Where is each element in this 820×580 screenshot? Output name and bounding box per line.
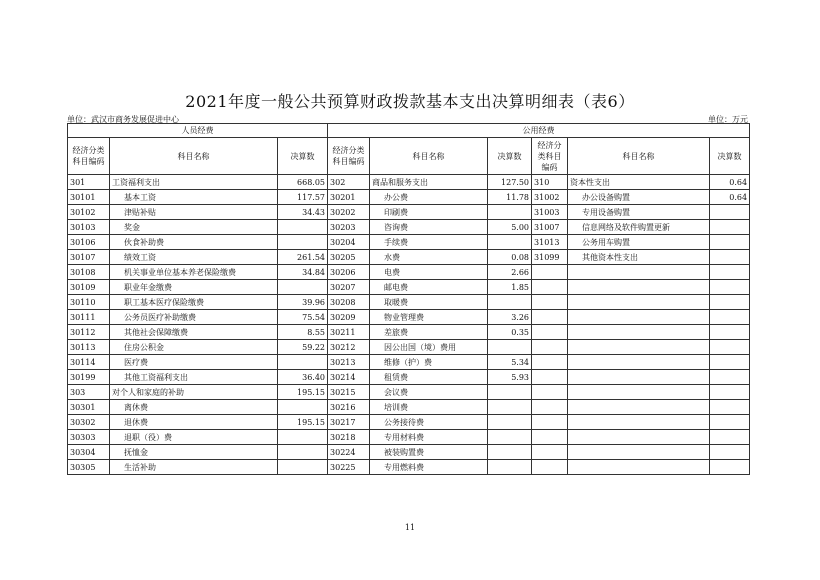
account-name-cell: 退职（役）费 <box>110 430 278 445</box>
header-code: 经济分类科目编码 <box>328 138 370 175</box>
account-code-cell: 31007 <box>532 220 568 235</box>
account-name-cell: 手续费 <box>370 235 488 250</box>
account-name-cell: 公务员医疗补助缴费 <box>110 310 278 325</box>
account-name-cell: 其他资本性支出 <box>568 250 710 265</box>
account-code-cell <box>532 295 568 310</box>
account-name-cell: 专用燃料费 <box>370 460 488 475</box>
table-row <box>68 355 750 370</box>
account-code-cell: 30110 <box>68 295 110 310</box>
amount-cell: 39.96 <box>278 295 328 310</box>
table-body <box>68 124 750 475</box>
account-name-cell: 物业管理费 <box>370 310 488 325</box>
budget-detail-table <box>67 123 750 475</box>
account-name-cell: 机关事业单位基本养老保险缴费 <box>110 265 278 280</box>
account-code-cell: 30303 <box>68 430 110 445</box>
account-code-cell: 31099 <box>532 250 568 265</box>
amount-cell: 0.08 <box>488 250 532 265</box>
account-name-cell: 培训费 <box>370 400 488 415</box>
account-code-cell: 30212 <box>328 340 370 355</box>
account-name-cell: 被装购置费 <box>370 445 488 460</box>
account-name-cell: 公务接待费 <box>370 415 488 430</box>
account-code-cell <box>532 385 568 400</box>
amount-cell <box>488 205 532 220</box>
account-name-cell <box>568 265 710 280</box>
account-name-cell: 退休费 <box>110 415 278 430</box>
account-name-cell: 其他工资福利支出 <box>110 370 278 385</box>
account-code-cell: 30208 <box>328 295 370 310</box>
amount-cell <box>488 400 532 415</box>
amount-cell: 127.50 <box>488 175 532 190</box>
account-name-cell: 抚恤金 <box>110 445 278 460</box>
account-name-cell: 商品和服务支出 <box>370 175 488 190</box>
account-name-cell: 职工基本医疗保险缴费 <box>110 295 278 310</box>
account-code-cell: 30106 <box>68 235 110 250</box>
table-row <box>68 175 750 190</box>
section-public: 公用经费 <box>328 124 750 138</box>
account-code-cell: 30217 <box>328 415 370 430</box>
header-code: 经济分类科目编码 <box>532 138 568 175</box>
amount-cell <box>488 430 532 445</box>
account-name-cell <box>568 460 710 475</box>
amount-cell: 75.54 <box>278 310 328 325</box>
amount-cell: 36.40 <box>278 370 328 385</box>
account-code-cell: 30201 <box>328 190 370 205</box>
account-code-cell <box>532 400 568 415</box>
account-name-cell: 专用材料费 <box>370 430 488 445</box>
account-name-cell <box>568 415 710 430</box>
account-name-cell: 印刷费 <box>370 205 488 220</box>
account-code-cell <box>532 280 568 295</box>
account-name-cell <box>568 430 710 445</box>
table-row <box>68 205 750 220</box>
account-code-cell: 30102 <box>68 205 110 220</box>
amount-cell <box>488 340 532 355</box>
account-name-cell: 基本工资 <box>110 190 278 205</box>
account-code-cell <box>532 460 568 475</box>
account-code-cell: 30225 <box>328 460 370 475</box>
account-name-cell: 工资福利支出 <box>110 175 278 190</box>
section-personnel: 人员经费 <box>68 124 328 138</box>
account-name-cell <box>568 355 710 370</box>
account-code-cell: 31003 <box>532 205 568 220</box>
account-code-cell: 30216 <box>328 400 370 415</box>
account-code-cell <box>532 325 568 340</box>
amount-cell <box>710 295 750 310</box>
amount-cell: 5.34 <box>488 355 532 370</box>
account-name-cell: 其他社会保障缴费 <box>110 325 278 340</box>
account-code-cell: 30304 <box>68 445 110 460</box>
account-code-cell: 30302 <box>68 415 110 430</box>
account-name-cell <box>568 385 710 400</box>
table-row <box>68 280 750 295</box>
unit-label: 单位：武汉市商务发展促进中心 <box>67 115 179 124</box>
account-name-cell: 医疗费 <box>110 355 278 370</box>
amount-cell <box>278 430 328 445</box>
column-header-row <box>68 138 750 175</box>
header-name: 科目名称 <box>370 138 488 175</box>
account-code-cell: 30111 <box>68 310 110 325</box>
amount-cell: 0.64 <box>710 190 750 205</box>
account-name-cell <box>568 400 710 415</box>
account-code-cell: 30206 <box>328 265 370 280</box>
amount-cell <box>710 205 750 220</box>
account-code-cell: 30202 <box>328 205 370 220</box>
account-code-cell: 30205 <box>328 250 370 265</box>
amount-cell <box>710 265 750 280</box>
amount-cell <box>278 460 328 475</box>
amount-cell <box>710 445 750 460</box>
account-name-cell: 伙食补助费 <box>110 235 278 250</box>
account-code-cell: 30213 <box>328 355 370 370</box>
amount-cell <box>278 235 328 250</box>
account-code-cell: 30301 <box>68 400 110 415</box>
account-code-cell: 30209 <box>328 310 370 325</box>
amount-cell <box>710 430 750 445</box>
amount-cell <box>710 415 750 430</box>
section-header-row <box>68 124 750 138</box>
account-code-cell: 30305 <box>68 460 110 475</box>
amount-cell: 8.55 <box>278 325 328 340</box>
account-name-cell: 离休费 <box>110 400 278 415</box>
account-code-cell: 31002 <box>532 190 568 205</box>
header-name: 科目名称 <box>110 138 278 175</box>
amount-cell: 5.00 <box>488 220 532 235</box>
amount-cell <box>488 415 532 430</box>
table-row <box>68 190 750 205</box>
table-row <box>68 235 750 250</box>
amount-cell: 34.84 <box>278 265 328 280</box>
amount-cell: 2.66 <box>488 265 532 280</box>
amount-cell <box>278 445 328 460</box>
amount-cell <box>278 220 328 235</box>
account-name-cell: 公务用车购置 <box>568 235 710 250</box>
account-code-cell: 30103 <box>68 220 110 235</box>
account-code-cell: 310 <box>532 175 568 190</box>
account-code-cell: 30218 <box>328 430 370 445</box>
account-code-cell: 301 <box>68 175 110 190</box>
account-code-cell <box>532 355 568 370</box>
table-row <box>68 415 750 430</box>
account-name-cell: 生活补助 <box>110 460 278 475</box>
account-code-cell: 31013 <box>532 235 568 250</box>
account-code-cell <box>532 415 568 430</box>
account-code-cell: 30214 <box>328 370 370 385</box>
account-code-cell: 30203 <box>328 220 370 235</box>
amount-cell <box>710 235 750 250</box>
account-name-cell: 取暖费 <box>370 295 488 310</box>
amount-cell: 0.35 <box>488 325 532 340</box>
account-name-cell <box>568 445 710 460</box>
table-row <box>68 340 750 355</box>
account-name-cell: 租赁费 <box>370 370 488 385</box>
account-name-cell: 津贴补贴 <box>110 205 278 220</box>
account-name-cell: 职业年金缴费 <box>110 280 278 295</box>
account-code-cell: 30207 <box>328 280 370 295</box>
account-name-cell: 因公出国（境）费用 <box>370 340 488 355</box>
account-code-cell: 30107 <box>68 250 110 265</box>
account-code-cell: 30224 <box>328 445 370 460</box>
amount-cell: 117.57 <box>278 190 328 205</box>
amount-cell <box>710 280 750 295</box>
account-code-cell <box>532 340 568 355</box>
account-name-cell: 奖金 <box>110 220 278 235</box>
header-code: 经济分类科目编码 <box>68 138 110 175</box>
account-code-cell: 30211 <box>328 325 370 340</box>
table-row <box>68 430 750 445</box>
amount-cell <box>710 400 750 415</box>
account-code-cell <box>532 310 568 325</box>
account-code-cell: 30112 <box>68 325 110 340</box>
amount-cell <box>710 340 750 355</box>
account-code-cell <box>532 430 568 445</box>
amount-cell <box>710 310 750 325</box>
account-name-cell: 对个人和家庭的补助 <box>110 385 278 400</box>
amount-cell <box>710 325 750 340</box>
table-row <box>68 385 750 400</box>
page-title: 2021年度一般公共预算财政拨款基本支出决算明细表（表6） <box>185 92 635 111</box>
account-name-cell <box>568 310 710 325</box>
amount-cell: 5.93 <box>488 370 532 385</box>
amount-cell: 195.15 <box>278 415 328 430</box>
account-name-cell <box>568 280 710 295</box>
currency-unit-label: 单位：万元 <box>708 115 748 124</box>
account-name-cell: 资本性支出 <box>568 175 710 190</box>
amount-cell <box>488 460 532 475</box>
account-code-cell: 30113 <box>68 340 110 355</box>
account-code-cell: 30199 <box>68 370 110 385</box>
amount-cell <box>710 370 750 385</box>
account-code-cell: 30215 <box>328 385 370 400</box>
account-code-cell: 30108 <box>68 265 110 280</box>
table-row <box>68 220 750 235</box>
amount-cell <box>710 355 750 370</box>
account-name-cell: 信息网络及软件购置更新 <box>568 220 710 235</box>
account-name-cell: 电费 <box>370 265 488 280</box>
amount-cell <box>710 460 750 475</box>
header-amount: 决算数 <box>488 138 532 175</box>
account-name-cell: 邮电费 <box>370 280 488 295</box>
account-name-cell: 住房公积金 <box>110 340 278 355</box>
header-amount: 决算数 <box>710 138 750 175</box>
amount-cell: 11.78 <box>488 190 532 205</box>
page-number: 11 <box>404 523 416 532</box>
account-name-cell <box>568 295 710 310</box>
table-row <box>68 295 750 310</box>
header-name: 科目名称 <box>568 138 710 175</box>
amount-cell: 195.15 <box>278 385 328 400</box>
account-name-cell: 专用设备购置 <box>568 205 710 220</box>
amount-cell <box>710 220 750 235</box>
amount-cell <box>278 355 328 370</box>
account-name-cell: 咨询费 <box>370 220 488 235</box>
account-code-cell: 30101 <box>68 190 110 205</box>
table-row <box>68 400 750 415</box>
account-name-cell <box>568 325 710 340</box>
table-row <box>68 250 750 265</box>
amount-cell: 3.26 <box>488 310 532 325</box>
amount-cell: 34.43 <box>278 205 328 220</box>
amount-cell <box>710 250 750 265</box>
account-code-cell: 303 <box>68 385 110 400</box>
account-code-cell: 30114 <box>68 355 110 370</box>
amount-cell <box>278 280 328 295</box>
account-name-cell: 办公费 <box>370 190 488 205</box>
amount-cell: 668.05 <box>278 175 328 190</box>
table-row <box>68 310 750 325</box>
account-code-cell: 30109 <box>68 280 110 295</box>
account-code-cell <box>532 370 568 385</box>
table-row <box>68 265 750 280</box>
account-code-cell <box>532 445 568 460</box>
account-name-cell: 水费 <box>370 250 488 265</box>
amount-cell <box>488 295 532 310</box>
amount-cell <box>278 400 328 415</box>
account-code-cell: 30204 <box>328 235 370 250</box>
account-name-cell: 差旅费 <box>370 325 488 340</box>
table-row <box>68 445 750 460</box>
account-name-cell: 维修（护）费 <box>370 355 488 370</box>
table-row <box>68 460 750 475</box>
account-code-cell: 302 <box>328 175 370 190</box>
account-name-cell: 会议费 <box>370 385 488 400</box>
header-amount: 决算数 <box>278 138 328 175</box>
amount-cell <box>710 385 750 400</box>
account-code-cell <box>532 265 568 280</box>
amount-cell: 261.54 <box>278 250 328 265</box>
amount-cell <box>488 385 532 400</box>
amount-cell <box>488 235 532 250</box>
amount-cell: 1.85 <box>488 280 532 295</box>
account-name-cell: 办公设备购置 <box>568 190 710 205</box>
table-row <box>68 325 750 340</box>
amount-cell: 0.64 <box>710 175 750 190</box>
amount-cell <box>488 445 532 460</box>
account-name-cell <box>568 370 710 385</box>
amount-cell: 59.22 <box>278 340 328 355</box>
table-row <box>68 370 750 385</box>
account-name-cell <box>568 340 710 355</box>
account-name-cell: 绩效工资 <box>110 250 278 265</box>
